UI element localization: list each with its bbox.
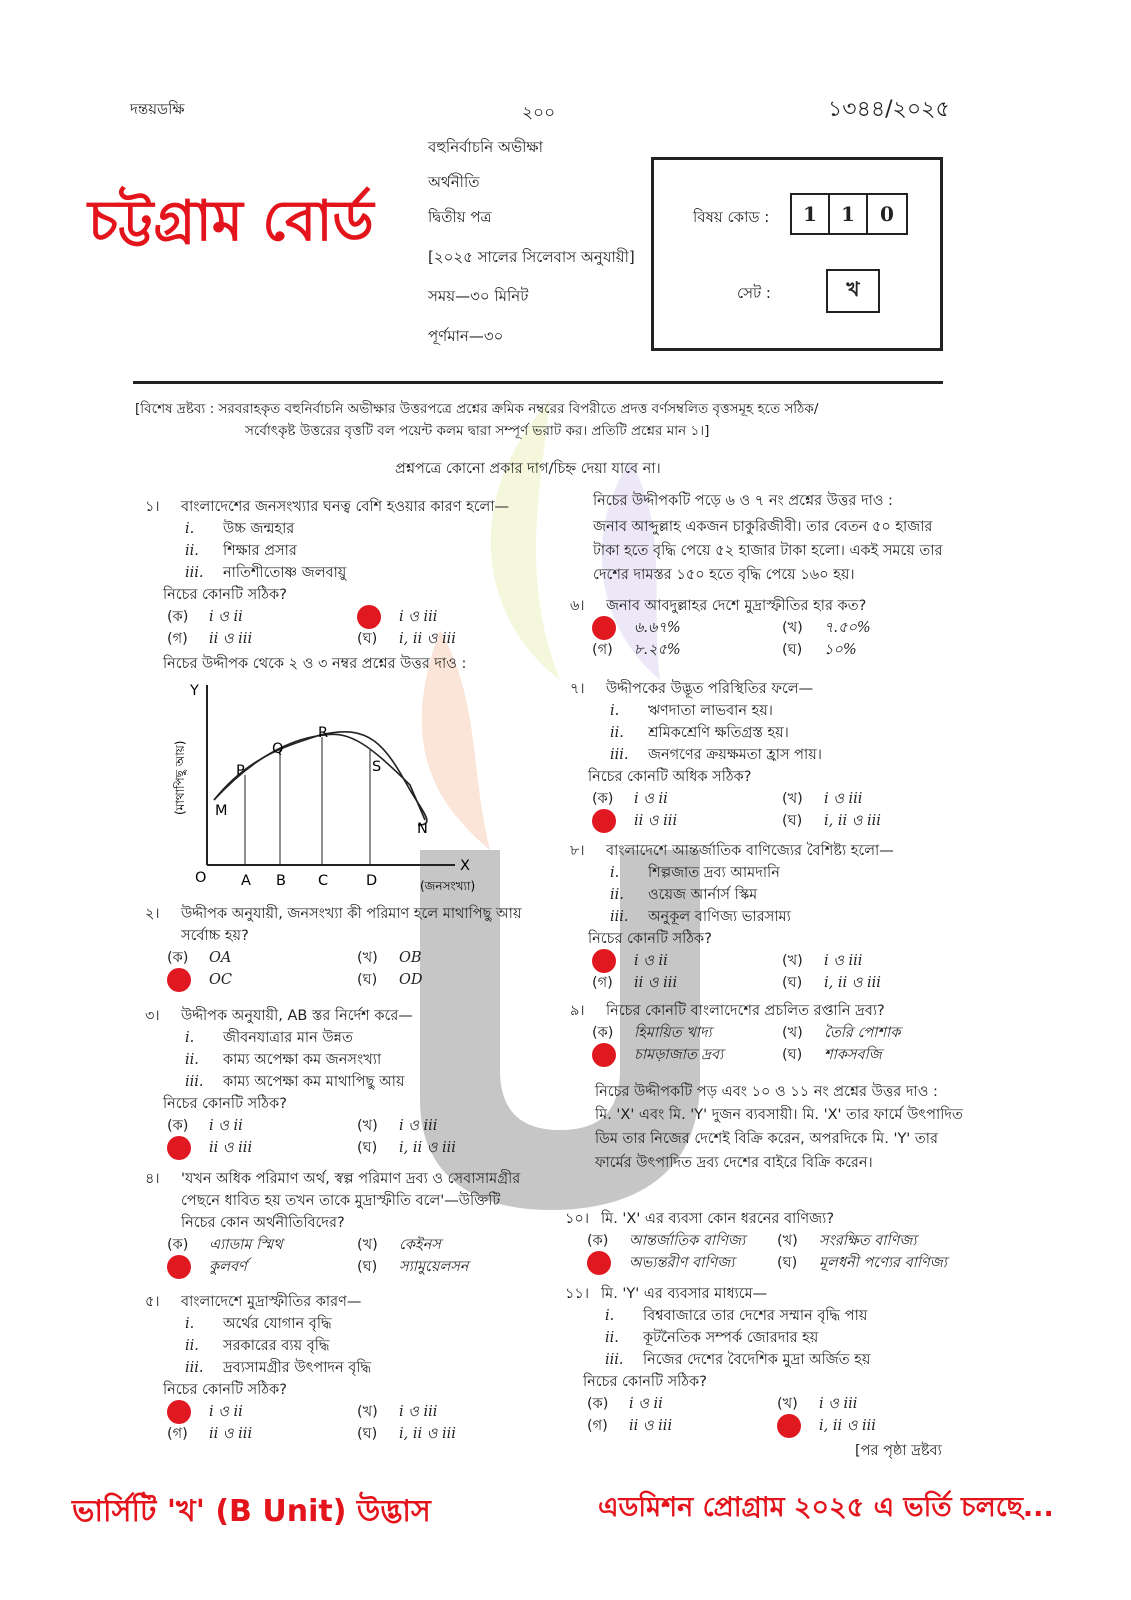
option-text: চামড়াজাত দ্রব্য [634, 1047, 724, 1063]
option-label: (খ) [357, 950, 378, 966]
answer-option[interactable] [587, 1393, 777, 1415]
option-text: i ও iii [819, 1396, 858, 1412]
option-text: সংরক্ষিত বাণিজ্য [819, 1233, 917, 1249]
option-text: i ও iii [399, 1118, 438, 1134]
warning-text: প্রশ্নপত্রে কোনো প্রকার দাগ/চিহ্ন দেয়া যাবে না। [395, 461, 661, 477]
answer-option[interactable] [357, 1256, 547, 1278]
question-3 [145, 1005, 525, 1159]
option-text: ii ও iii [209, 1140, 253, 1156]
option-text: শাকসবজি [824, 1047, 882, 1063]
answer-option[interactable] [777, 1393, 967, 1415]
answer-option[interactable] [357, 1401, 547, 1423]
option-label: (গ) [167, 631, 188, 647]
answer-marked-dot [587, 1251, 611, 1275]
answer-option[interactable] [587, 1252, 777, 1274]
option-text: ii ও iii [209, 631, 253, 647]
answer-option[interactable] [167, 1115, 357, 1137]
option-label: (ঘ) [777, 1255, 798, 1271]
statement [145, 1049, 525, 1071]
point-S: S [372, 759, 382, 775]
question-prompt: নিচের কোনটি সঠিক? [163, 1382, 287, 1398]
question-stem: নিচের কোনটি বাংলাদেশের প্রচলিত রপ্তানি দ্রব্য? [606, 1003, 885, 1019]
statement [570, 722, 950, 744]
option-text: i, ii ও iii [819, 1418, 876, 1434]
statement-text: দ্রব্যসামগ্রীর উৎপাদন বৃদ্ধি [223, 1360, 372, 1376]
answer-marked-dot [357, 605, 381, 629]
answer-option[interactable] [167, 1256, 357, 1278]
option-text: i, ii ও iii [824, 813, 881, 829]
stimulus-q6-7: জনাব আব্দুল্লাহ একজন চাকুরিজীবী। তার বেতন ৫০ হাজার টাকা হতে বৃদ্ধি পেয়ে ৫২ হাজার টাকা হলো। একই সময়ে তার দেশের দামস্তর ১৫০ হতে বৃদ্ধি পেয়ে ১৬০ হয়। [593, 519, 943, 583]
answer-option[interactable] [777, 1252, 967, 1274]
option-text: OC [209, 972, 232, 988]
statement-numeral: iii. [185, 1074, 204, 1090]
stimulus-q6-7-instruction: নিচের উদ্দীপকটি পড়ে ৬ ও ৭ নং প্রশ্নের উত্তর দাও : [593, 493, 893, 509]
option-text: তৈরি পোশাক [824, 1025, 901, 1041]
statement [565, 1349, 945, 1371]
option-text: i ও ii [634, 953, 668, 969]
tick-D: D [366, 873, 378, 889]
answer-option[interactable] [592, 639, 782, 661]
statement [565, 1305, 945, 1327]
header-left-text: দন্তয়ডক্ষি [130, 100, 185, 118]
statement-text: কাম্য অপেক্ষা কম মাথাপিছু আয় [223, 1074, 405, 1090]
statement-numeral: i. [185, 521, 195, 537]
tick-C: C [318, 873, 329, 889]
point-M: M [215, 803, 228, 819]
option-text: স্যামুয়েলসন [399, 1259, 469, 1275]
question-4 [145, 1168, 525, 1278]
exam-code-year: ১৩৪৪/২০২৫ [828, 97, 950, 122]
paper: দ্বিতীয় পত্র [428, 208, 492, 226]
option-label: (ক) [167, 609, 189, 625]
answer-option[interactable] [782, 972, 972, 994]
question-stem: বাংলাদেশের জনসংখ্যার ঘনত্ব বেশি হওয়ার কারণ হলো— [181, 499, 510, 515]
option-label: (গ) [587, 1418, 608, 1434]
option-label: (ঘ) [357, 972, 378, 988]
statement [145, 562, 525, 584]
full-marks: পূর্ণমান—৩০ [428, 327, 504, 345]
option-text: ৬.৬৭% [634, 620, 681, 636]
option-label: (ঘ) [782, 1047, 803, 1063]
option-text: ii ও iii [209, 1426, 253, 1442]
option-label: (ক) [167, 1118, 189, 1134]
statement-text: নাতিশীতোষ্ণ জলবায়ু [223, 565, 347, 581]
option-label: (খ) [357, 1237, 378, 1253]
option-text: i ও iii [399, 1404, 438, 1420]
option-label: (খ) [777, 1396, 798, 1412]
code-digit: 1 [792, 195, 830, 233]
answer-option[interactable] [592, 788, 782, 810]
statement-text: শিল্পজাত দ্রব্য আমদানি [648, 865, 780, 881]
option-text: i, ii ও iii [399, 1426, 456, 1442]
answer-marked-dot [592, 949, 616, 973]
graph-ylabel: (মাথাপিছু আয়) [173, 740, 187, 815]
statement-text: অর্থের যোগান বৃদ্ধি [223, 1316, 332, 1332]
question-stem: উদ্দীপক অনুযায়ী, জনসংখ্যা কী পরিমাণ হলে মাথাপিছু আয় সর্বোচ্চ হয়? [181, 906, 522, 944]
population-income-graph [170, 675, 500, 900]
set-label: সেট : [737, 284, 771, 302]
question-stem: উদ্দীপক অনুযায়ী, AB স্তর নির্দেশ করে— [181, 1008, 413, 1024]
question-7 [570, 678, 950, 832]
option-label: (খ) [782, 791, 803, 807]
option-label: (খ) [357, 1118, 378, 1134]
statement-text: কূটনৈতিক সম্পর্ক জোরদার হয় [643, 1330, 819, 1346]
statement [145, 540, 525, 562]
option-text: OB [399, 950, 422, 966]
stimulus-q2-3: নিচের উদ্দীপক থেকে ২ ও ৩ নম্বর প্রশ্নের উত্তর দাও : [163, 656, 467, 672]
exam-type: বহুনির্বাচনি অভীক্ষা [428, 138, 543, 156]
statement [570, 906, 950, 928]
option-text: i ও ii [209, 1404, 243, 1420]
answer-option[interactable] [592, 1044, 782, 1066]
statement-text: কাম্য অপেক্ষা কম জনসংখ্যা [223, 1052, 382, 1068]
statement-numeral: iii. [185, 1360, 204, 1376]
question-stem: জনাব আবদুল্লাহর দেশে মুদ্রাস্ফীতির হার কত? [606, 598, 867, 614]
option-text: i ও ii [209, 609, 243, 625]
answer-option[interactable] [587, 1230, 777, 1252]
option-text: i ও ii [634, 791, 668, 807]
option-label: (গ) [592, 642, 613, 658]
answer-option[interactable] [592, 972, 782, 994]
answer-option[interactable] [592, 950, 782, 972]
option-text: ii ও iii [634, 975, 678, 991]
answer-option[interactable] [782, 1022, 972, 1044]
option-label: (খ) [782, 953, 803, 969]
answer-option[interactable] [357, 1423, 547, 1445]
option-text: ii ও iii [634, 813, 678, 829]
option-label: (খ) [782, 1025, 803, 1041]
question-number: ৯। [570, 1003, 585, 1019]
statement-text: ওয়েজ আর্নার্স স্কিম [648, 887, 758, 903]
point-R: R [318, 725, 329, 741]
income-curve [214, 732, 427, 825]
question-number: ৪। [145, 1171, 160, 1187]
stimulus-q10-11: মি. 'X' এবং মি. 'Y' দুজন ব্যবসায়ী। মি. 'X' তার ফার্মে উৎপাদিত ডিম তার নিজের দেশেই বিক্রি করেন, অপরদিকে মি. 'Y' তার ফার্মের উৎপাদিত দ্রব্য দেশের বাইরে বিক্রি করেন। [595, 1107, 963, 1171]
option-text: আন্তর্জাতিক বাণিজ্য [629, 1233, 746, 1249]
answer-marked-dot [592, 809, 616, 833]
statement-text: শিক্ষার প্রসার [223, 543, 297, 559]
answer-marked-dot [167, 1255, 191, 1279]
question-prompt: নিচের কোনটি সঠিক? [163, 1096, 287, 1112]
answer-option[interactable] [357, 1137, 547, 1159]
question-9 [570, 1000, 950, 1066]
income-curve-path [214, 734, 425, 820]
statement [145, 518, 525, 540]
answer-option[interactable] [167, 947, 357, 969]
answer-option[interactable] [357, 969, 547, 991]
option-label: (ক) [167, 950, 189, 966]
statement [145, 1313, 525, 1335]
question-stem: বাংলাদেশে আন্তর্জাতিক বাণিজ্যের বৈশিষ্ট্য হলো— [606, 843, 894, 859]
option-text: ৭.৫০% [824, 620, 871, 636]
option-text: ৮.২৫% [634, 642, 681, 658]
option-text: i ও iii [824, 791, 863, 807]
option-text: i ও iii [824, 953, 863, 969]
statement-numeral: ii. [185, 1052, 199, 1068]
option-label: (ঘ) [357, 631, 378, 647]
answer-option[interactable] [782, 788, 972, 810]
option-text: মূলধনী পণ্যের বাণিজ্য [819, 1255, 947, 1271]
page-number: ২০০ [522, 103, 556, 123]
statement [570, 700, 950, 722]
statement-numeral: i. [605, 1308, 615, 1324]
statement-text: শ্রমিকশ্রেণি ক্ষতিগ্রস্ত হয়। [648, 725, 789, 741]
subject-code-box [651, 157, 943, 351]
answer-option[interactable] [592, 617, 782, 639]
tick-A: A [241, 873, 251, 889]
question-1 [145, 496, 525, 650]
answer-option[interactable] [782, 1044, 972, 1066]
option-label: (খ) [777, 1233, 798, 1249]
graph-xlabel: (জনসংখ্যা) [420, 879, 476, 893]
question-5 [145, 1291, 525, 1445]
option-text: OA [209, 950, 232, 966]
set-code [826, 269, 880, 313]
answer-option[interactable] [357, 1234, 547, 1256]
answer-option[interactable] [167, 606, 357, 628]
option-label: (ক) [587, 1233, 609, 1249]
time: সময়—৩০ মিনিট [428, 287, 529, 305]
statement-numeral: ii. [610, 725, 624, 741]
option-label: (খ) [782, 620, 803, 636]
option-text: এ্যাডাম স্মিথ [209, 1237, 283, 1253]
statement-text: বিশ্ববাজারে তার দেশের সম্মান বৃদ্ধি পায় [643, 1308, 868, 1324]
code-digit: 1 [830, 195, 868, 233]
statement-numeral: iii. [185, 565, 204, 581]
question-number: ৩। [145, 1008, 160, 1024]
point-P: P [236, 763, 245, 779]
answer-option[interactable] [777, 1230, 967, 1252]
x-axis-label: X [460, 858, 470, 874]
option-label: (ঘ) [782, 975, 803, 991]
question-stem: মি. 'X' এর ব্যবসা কোন ধরনের বাণিজ্য? [601, 1211, 835, 1227]
question-stem: মি. 'Y' এর ব্যবসার মাধ্যমে— [601, 1286, 768, 1302]
answer-option[interactable] [782, 950, 972, 972]
question-prompt: নিচের কোনটি সঠিক? [588, 931, 712, 947]
answer-option[interactable] [592, 1022, 782, 1044]
answer-option[interactable] [357, 947, 547, 969]
option-label: (গ) [592, 975, 613, 991]
option-label: (গ) [167, 1426, 188, 1442]
question-number: ১। [145, 499, 160, 515]
option-text: i ও iii [399, 609, 438, 625]
question-number: ৭। [570, 681, 585, 697]
tick-B: B [276, 873, 286, 889]
answer-option[interactable] [167, 1423, 357, 1445]
option-text: কুলবর্ণ [209, 1259, 247, 1275]
question-number: ৮। [570, 843, 585, 859]
option-label: (ঘ) [357, 1426, 378, 1442]
statement-numeral: ii. [185, 1338, 199, 1354]
statement-numeral: ii. [605, 1330, 619, 1346]
answer-option[interactable] [777, 1415, 967, 1437]
divider [133, 381, 943, 384]
question-11 [565, 1283, 945, 1437]
answer-marked-dot [167, 1400, 191, 1424]
statement [145, 1357, 525, 1379]
question-number: ১০। [565, 1211, 590, 1227]
statement-text: সরকারের ব্যয় বৃদ্ধি [223, 1338, 330, 1354]
statement-text: অনুকূল বাণিজ্য ভারসাম্য [648, 909, 791, 925]
answer-option[interactable] [782, 810, 972, 832]
option-text: ii ও iii [629, 1418, 673, 1434]
answer-marked-dot [167, 968, 191, 992]
statement-numeral: i. [610, 865, 620, 881]
statement [145, 1335, 525, 1357]
statement-numeral: ii. [610, 887, 624, 903]
question-6 [570, 595, 950, 661]
statement-numeral: ii. [185, 543, 199, 559]
answer-option[interactable] [357, 606, 547, 628]
answer-marked-dot [167, 1136, 191, 1160]
subject-code [790, 193, 908, 235]
y-axis-label: Y [190, 683, 199, 699]
option-label: (খ) [357, 1404, 378, 1420]
point-N: N [417, 821, 428, 837]
statement-numeral: i. [610, 703, 620, 719]
question-stem: বাংলাদেশে মুদ্রাস্ফীতির কারণ— [181, 1294, 362, 1310]
question-2 [145, 903, 525, 991]
answer-option[interactable] [587, 1415, 777, 1437]
statement [570, 884, 950, 906]
question-number: ১১। [565, 1286, 590, 1302]
answer-marked-dot [592, 616, 616, 640]
answer-option[interactable] [167, 628, 357, 650]
answer-option[interactable] [357, 628, 547, 650]
option-text: i, ii ও iii [399, 1140, 456, 1156]
question-number: ৫। [145, 1294, 160, 1310]
footer-left: ভার্সিটি 'খ' (B Unit) উদ্ভাস [72, 1494, 431, 1529]
note-line-1: [বিশেষ দ্রষ্টব্য : সরবরাহকৃত বহুনির্বাচনি অভীক্ষার উত্তরপত্রে প্রশ্নের ক্রমিক নম্বরের বিপরীতে প্রদত্ত বর্ণসম্বলিত বৃত্তসমূহ হতে সঠিক/ [135, 401, 819, 417]
statement-text: জনগণের ক্রয়ক্ষমতা হ্রাস পায়। [648, 747, 822, 763]
next-page-note: [পর পৃষ্ঠা দ্রষ্টব্য [855, 1443, 942, 1459]
subject-code-label: বিষয় কোড : [693, 208, 770, 226]
option-label: (ক) [587, 1396, 609, 1412]
option-label: (ক) [592, 1025, 614, 1041]
point-Q: Q [272, 741, 284, 757]
answer-option[interactable] [357, 1115, 547, 1137]
statement-numeral: iii. [610, 909, 629, 925]
answer-option[interactable] [167, 1401, 357, 1423]
statement [565, 1327, 945, 1349]
option-label: (ক) [592, 791, 614, 807]
statement-numeral: i. [185, 1316, 195, 1332]
question-prompt: নিচের কোনটি সঠিক? [583, 1374, 707, 1390]
statement [145, 1071, 525, 1093]
statement-numeral: i. [185, 1030, 195, 1046]
answer-option[interactable] [167, 1234, 357, 1256]
question-number: ২। [145, 906, 160, 922]
board-title: চট্টগ্রাম বোর্ড [88, 189, 374, 254]
option-text: হিমায়িত খাদ্য [634, 1025, 712, 1041]
set-value: খ [846, 276, 860, 301]
code-digit: 0 [880, 202, 894, 226]
origin-label: O [195, 870, 207, 886]
statement [570, 862, 950, 884]
statement-text: ঋণদাতা লাভবান হয়। [648, 703, 773, 719]
option-text: i ও ii [209, 1118, 243, 1134]
statement [145, 1027, 525, 1049]
option-text: i, ii ও iii [399, 631, 456, 647]
statement-text: জীবনযাত্রার মান উন্নত [223, 1030, 353, 1046]
option-text: কেইনস [399, 1237, 441, 1253]
stimulus-q10-11-instruction: নিচের উদ্দীপকটি পড় এবং ১০ ও ১১ নং প্রশ্নের উত্তর দাও : [595, 1084, 938, 1100]
answer-option[interactable] [782, 639, 972, 661]
option-text: i ও ii [629, 1396, 663, 1412]
statement-text: নিজের দেশের বৈদেশিক মুদ্রা অর্জিত হয় [643, 1352, 871, 1368]
subject: অর্থনীতি [428, 173, 480, 191]
answer-option[interactable] [592, 810, 782, 832]
statement-numeral: iii. [610, 747, 629, 763]
syllabus: [২০২৫ সালের সিলেবাস অনুযায়ী] [428, 248, 635, 266]
option-label: (ঘ) [357, 1259, 378, 1275]
question-10 [565, 1208, 945, 1274]
statement [570, 744, 950, 766]
answer-option[interactable] [167, 969, 357, 991]
answer-option[interactable] [167, 1137, 357, 1159]
question-8 [570, 840, 950, 994]
answer-marked-dot [592, 1043, 616, 1067]
option-label: (ঘ) [782, 642, 803, 658]
question-prompt: নিচের কোনটি অধিক সঠিক? [588, 769, 752, 785]
answer-option[interactable] [782, 617, 972, 639]
option-label: (ঘ) [357, 1140, 378, 1156]
statement-text: উচ্চ জন্মহার [223, 521, 295, 537]
option-text: অভ্যন্তরীণ বাণিজ্য [629, 1255, 735, 1271]
question-stem: 'যখন অধিক পরিমাণ অর্থ, স্বল্প পরিমাণ দ্রব্য ও সেবাসামগ্রীর পেছনে ধাবিত হয় তখন তাকে মুদ্রাস্ফীতি বলে'—উক্তিটি নিচের কোন অর্থনীতিবিদের? [181, 1171, 521, 1231]
statement-numeral: iii. [605, 1352, 624, 1368]
option-text: ১০% [824, 642, 857, 658]
option-label: (ঘ) [782, 813, 803, 829]
footer-right: এডমিশন প্রোগ্রাম ২০২৫ এ ভর্তি চলছে... [598, 1492, 1054, 1523]
question-number: ৬। [570, 598, 585, 614]
option-label: (ক) [167, 1237, 189, 1253]
question-prompt: নিচের কোনটি সঠিক? [163, 587, 287, 603]
answer-marked-dot [777, 1414, 801, 1438]
question-stem: উদ্দীপকের উদ্ভূত পরিস্থিতির ফলে— [606, 681, 814, 697]
option-text: i, ii ও iii [824, 975, 881, 991]
option-text: OD [399, 972, 423, 988]
note-line-2: সর্বোৎকৃষ্ট উত্তরের বৃত্তটি বল পয়েন্ট কলম দ্বারা সম্পূর্ণ ভরাট কর। প্রতিটি প্রশ্নের মান ১।] [245, 423, 710, 439]
